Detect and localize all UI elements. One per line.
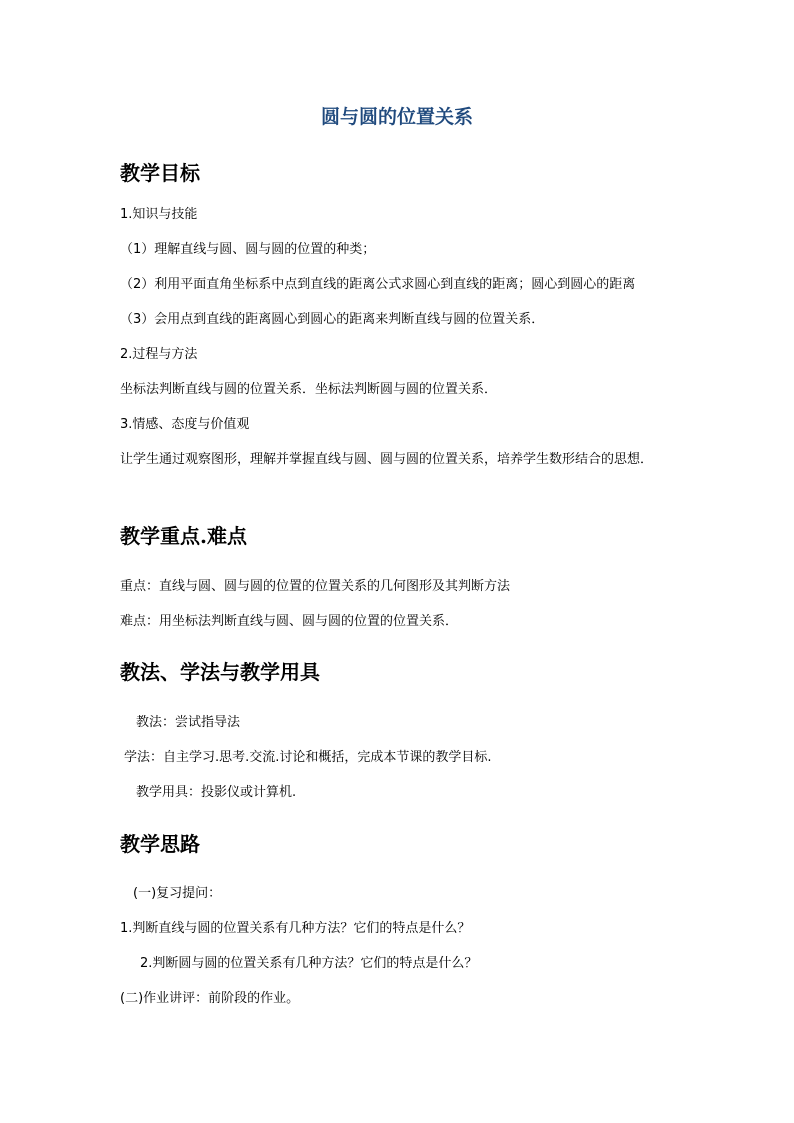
process-text: 坐标法判断直线与圆的位置关系．坐标法判断圆与圆的位置关系． <box>120 382 498 397</box>
knowledge-item-1: （1）理解直线与圆、圆与圆的位置的种类； <box>120 242 376 257</box>
knowledge-item-2: （2）利用平面直角坐标系中点到直线的距离公式求圆心到直线的距离；圆心到圆心的距离 <box>120 277 636 292</box>
learning-method: 学法：自主学习.思考.交流.讨论和概括，完成本节课的教学目标. <box>124 750 492 765</box>
heading-key-points: 教学重点.难点 <box>120 524 247 548</box>
document-title: 圆与圆的位置关系 <box>320 106 473 128</box>
attitude-text: 让学生通过观察图形，理解并掌握直线与圆、圆与圆的位置关系，培养学生数形结合的思想． <box>120 452 654 467</box>
teaching-tools: 教学用具：投影仪或计算机. <box>136 785 297 800</box>
attitude-heading: 3.情感、态度与价值观 <box>120 417 250 432</box>
knowledge-item-3: （3）会用点到直线的距离圆心到圆心的距离来判断直线与圆的位置关系． <box>120 312 545 327</box>
review-question-1: 1.判断直线与圆的位置关系有几种方法？它们的特点是什么？ <box>120 921 471 936</box>
heading-objectives: 教学目标 <box>120 161 200 185</box>
difficult-point-text: 难点：用坐标法判断直线与圆、圆与圆的位置的位置关系． <box>120 614 459 629</box>
teaching-method: 教法：尝试指导法 <box>136 715 241 730</box>
process-heading: 2.过程与方法 <box>120 347 198 362</box>
homework-review: (二)作业讲评：前阶段的作业。 <box>120 991 300 1006</box>
review-heading: (一)复习提问： <box>133 886 222 901</box>
review-question-2: 2.判断圆与圆的位置关系有几种方法？它们的特点是什么？ <box>140 956 478 971</box>
heading-methods: 教法、学法与教学用具 <box>120 660 320 684</box>
heading-approach: 教学思路 <box>120 832 200 856</box>
key-point-text: 重点：直线与圆、圆与圆的位置的位置关系的几何图形及其判断方法 <box>120 579 511 594</box>
knowledge-heading: 1.知识与技能 <box>120 207 198 222</box>
